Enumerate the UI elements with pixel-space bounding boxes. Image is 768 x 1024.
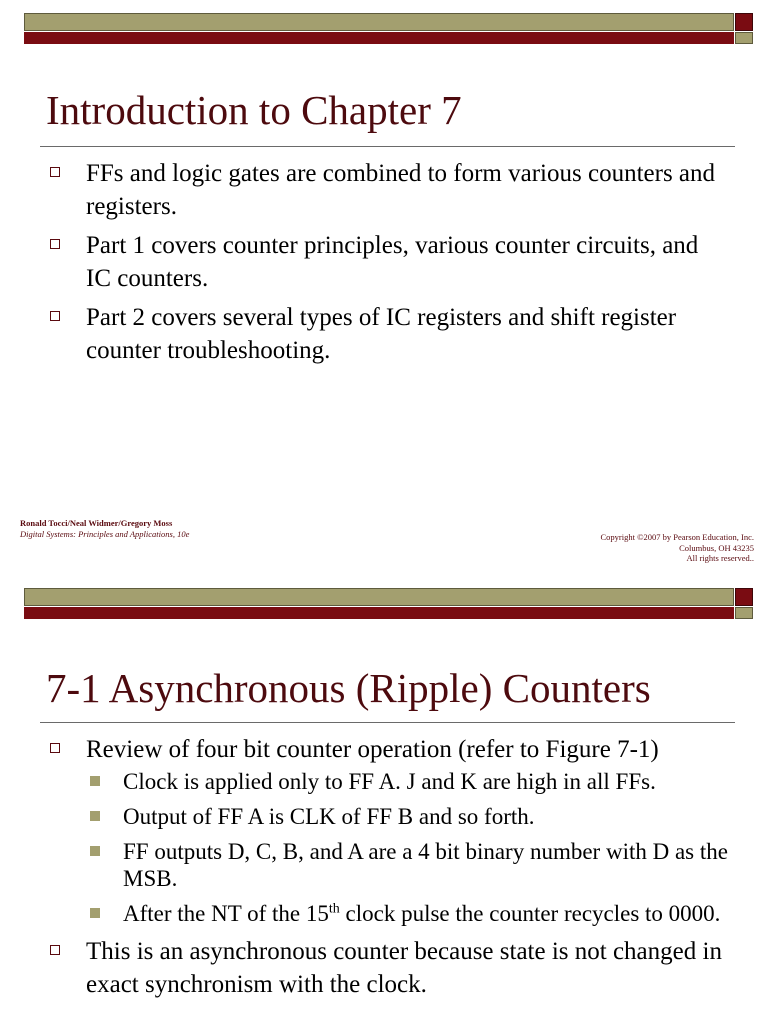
- copyright-line: Copyright ©2007 by Pearson Education, Inc.: [600, 532, 754, 542]
- bullet-list: [48, 157, 728, 373]
- sub-list-item: [86, 803, 728, 830]
- filled-square-icon: [90, 908, 100, 918]
- list-item: [48, 301, 728, 367]
- copyright-line: Columbus, OH 43235: [679, 542, 754, 553]
- sub-list-item: [86, 838, 728, 892]
- hollow-square-icon: [50, 311, 60, 321]
- sub-bullet-text-a: After the NT of the 15: [123, 901, 329, 926]
- list-item: [48, 733, 728, 927]
- hollow-square-icon: [50, 239, 60, 249]
- header-maroon-square: [735, 588, 753, 606]
- title-rule: [40, 722, 735, 723]
- bullet-text: This is an asynchronous counter because state is not changed in exact synchronism with the clock.: [86, 938, 722, 998]
- filled-square-icon: [90, 846, 100, 856]
- bullet-text: Review of four bit counter operation (refer to Figure 7-1): [86, 736, 659, 763]
- sub-bullet-text: FF outputs D, C, B, and A are a 4 bit binary number with D as the MSB.: [123, 839, 728, 891]
- bullet-text: FFs and logic gates are combined to form various counters and registers.: [86, 160, 716, 220]
- list-item: [48, 157, 728, 223]
- list-item: [48, 935, 728, 1001]
- hollow-square-icon: [50, 167, 60, 177]
- sub-bullet-list: [86, 768, 728, 927]
- title-rule: [40, 146, 735, 147]
- header-olive-square: [735, 32, 753, 44]
- slide-title: 7-1 Asynchronous (Ripple) Counters: [46, 665, 651, 711]
- footer-authors: Ronald Tocci/Neal Widmer/Gregory Moss: [20, 518, 173, 528]
- filled-square-icon: [90, 776, 100, 786]
- bullet-text: Part 2 covers several types of IC registers and shift register counter troubleshooting.: [86, 304, 677, 364]
- header-olive-bar: [24, 588, 734, 606]
- bullet-list: [48, 733, 728, 1007]
- sub-bullet-text-b: clock pulse the counter recycles to 0000.: [339, 901, 721, 926]
- slide-asynchronous-counters: [0, 585, 768, 1024]
- header-maroon-bar: [24, 32, 734, 44]
- footer-copyright: [534, 532, 754, 564]
- footer-book-title: Digital Systems: Principles and Applications, 10e: [20, 528, 190, 539]
- bullet-text: Part 1 covers counter principles, various counter circuits, and IC counters.: [86, 232, 699, 292]
- hollow-square-icon: [50, 743, 60, 753]
- header-olive-square: [735, 607, 753, 619]
- sub-list-item: [86, 900, 728, 927]
- slide-title: Introduction to Chapter 7: [46, 87, 462, 133]
- sub-list-item: [86, 768, 728, 795]
- superscript-th: th: [328, 901, 340, 917]
- sub-bullet-text: Clock is applied only to FF A. J and K are high in all FFs.: [123, 769, 656, 794]
- footer-credits: [20, 518, 190, 539]
- header-maroon-bar: [24, 607, 734, 619]
- list-item: [48, 229, 728, 295]
- sub-bullet-text: Output of FF A is CLK of FF B and so forth.: [123, 804, 535, 829]
- hollow-square-icon: [50, 945, 60, 955]
- copyright-line: All rights reserved..: [686, 553, 754, 563]
- header-maroon-square: [735, 13, 753, 31]
- filled-square-icon: [90, 811, 100, 821]
- header-olive-bar: [24, 13, 734, 31]
